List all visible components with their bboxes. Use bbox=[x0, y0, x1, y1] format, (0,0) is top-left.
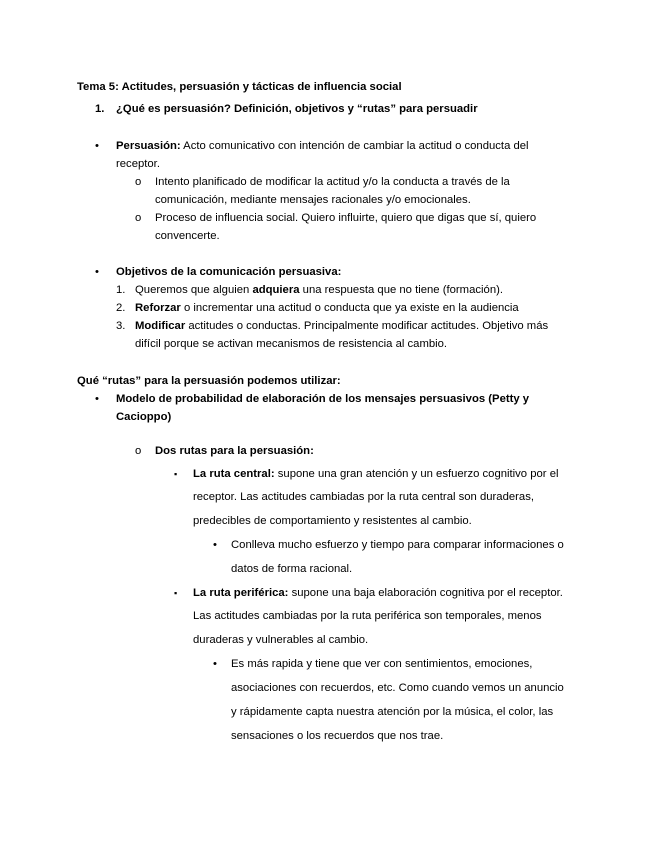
model-title-line1: Modelo de probabilidad de elaboración de los mensajes persuasivos (Petty y bbox=[116, 393, 530, 405]
section-number: 1. bbox=[95, 103, 105, 115]
bullet-marker: • bbox=[95, 140, 99, 152]
circle-marker: o bbox=[135, 212, 142, 224]
circle-marker: o bbox=[135, 176, 142, 188]
persuasion-definition-cont: receptor. bbox=[116, 158, 160, 170]
list-number: 3. bbox=[116, 320, 126, 332]
central-sub-line1: Conlleva mucho esfuerzo y tiempo para comparar informaciones o bbox=[231, 539, 564, 551]
peripheral-route-term: La ruta periférica: bbox=[193, 587, 289, 599]
bullet-marker: • bbox=[213, 539, 217, 551]
bullet-marker: • bbox=[95, 393, 99, 405]
central-route-line3: predecibles de comportamiento y resistentes al cambio. bbox=[193, 515, 472, 527]
objective-item-2: Reforzar o incrementar una actitud o conducta que ya existe en la audiencia bbox=[135, 302, 519, 314]
list-number: 2. bbox=[116, 302, 126, 314]
peripheral-sub-line1: Es más rapida y tiene que ver con sentimientos, emociones, bbox=[231, 658, 533, 670]
bullet-marker: • bbox=[95, 266, 99, 278]
peripheral-route-line2: Las actitudes cambiadas por la ruta periférica son temporales, menos bbox=[193, 610, 542, 622]
section-heading: ¿Qué es persuasión? Definición, objetivos y “rutas” para persuadir bbox=[116, 103, 478, 115]
objective-item-1: Queremos que alguien adquiera una respuesta que no tiene (formación). bbox=[135, 284, 503, 296]
document-title: Tema 5: Actitudes, persuasión y tácticas de influencia social bbox=[77, 81, 402, 93]
peripheral-sub-line3: y rápidamente capta nuestra atención por la música, el color, las bbox=[231, 706, 554, 718]
central-route-line2: receptor. Las actitudes cambiadas por la ruta central son duraderas, bbox=[193, 491, 534, 503]
persuasion-definition: Acto comunicativo con intención de cambiar la actitud o conducta del bbox=[180, 140, 529, 152]
square-marker: ▪ bbox=[174, 588, 178, 598]
persuasion-sub2-line1: Proceso de influencia social. Quiero influirte, quiero que digas que sí, quiero bbox=[155, 212, 537, 224]
objective-item-3-cont: difícil porque se activan mecanismos de resistencia al cambio. bbox=[135, 338, 448, 350]
peripheral-route-line3: duraderas y vulnerables al cambio. bbox=[193, 634, 369, 646]
circle-marker: o bbox=[135, 445, 142, 457]
model-title-line2: Cacioppo) bbox=[116, 411, 172, 423]
persuasion-sub1-line2: comunicación, mediante mensajes racionales y/o emocionales. bbox=[155, 194, 471, 206]
square-marker: ▪ bbox=[174, 469, 178, 479]
peripheral-sub-line2: asociaciones con recuerdos, etc. Como cuando vemos un anuncio bbox=[231, 682, 564, 694]
bullet-marker: • bbox=[213, 658, 217, 670]
central-sub-line2: datos de forma racional. bbox=[231, 563, 353, 575]
peripheral-route-line1: La ruta periférica: supone una baja elaboración cognitiva por el receptor. bbox=[193, 587, 563, 599]
routes-heading: Qué “rutas” para la persuasión podemos utilizar: bbox=[77, 375, 341, 387]
persuasion-sub1-line1: Intento planificado de modificar la actitud y/o la conducta a través de la bbox=[155, 176, 510, 188]
persuasion-sub2-line2: convencerte. bbox=[155, 230, 220, 242]
persuasion-term: Persuasión: bbox=[116, 140, 181, 152]
two-routes-heading: Dos rutas para la persuasión: bbox=[155, 445, 314, 457]
peripheral-sub-line4: sensaciones o los recuerdos que nos trae. bbox=[231, 730, 444, 742]
central-route-line1: La ruta central: supone una gran atención y un esfuerzo cognitivo por el bbox=[193, 468, 559, 480]
list-number: 1. bbox=[116, 284, 126, 296]
central-route-term: La ruta central: bbox=[193, 468, 275, 480]
objectives-heading: Objetivos de la comunicación persuasiva: bbox=[116, 266, 342, 278]
objective-item-3: Modificar actitudes o conductas. Principalmente modificar actitudes. Objetivo más bbox=[135, 320, 549, 332]
persuasion-definition-line bbox=[116, 139, 529, 153]
